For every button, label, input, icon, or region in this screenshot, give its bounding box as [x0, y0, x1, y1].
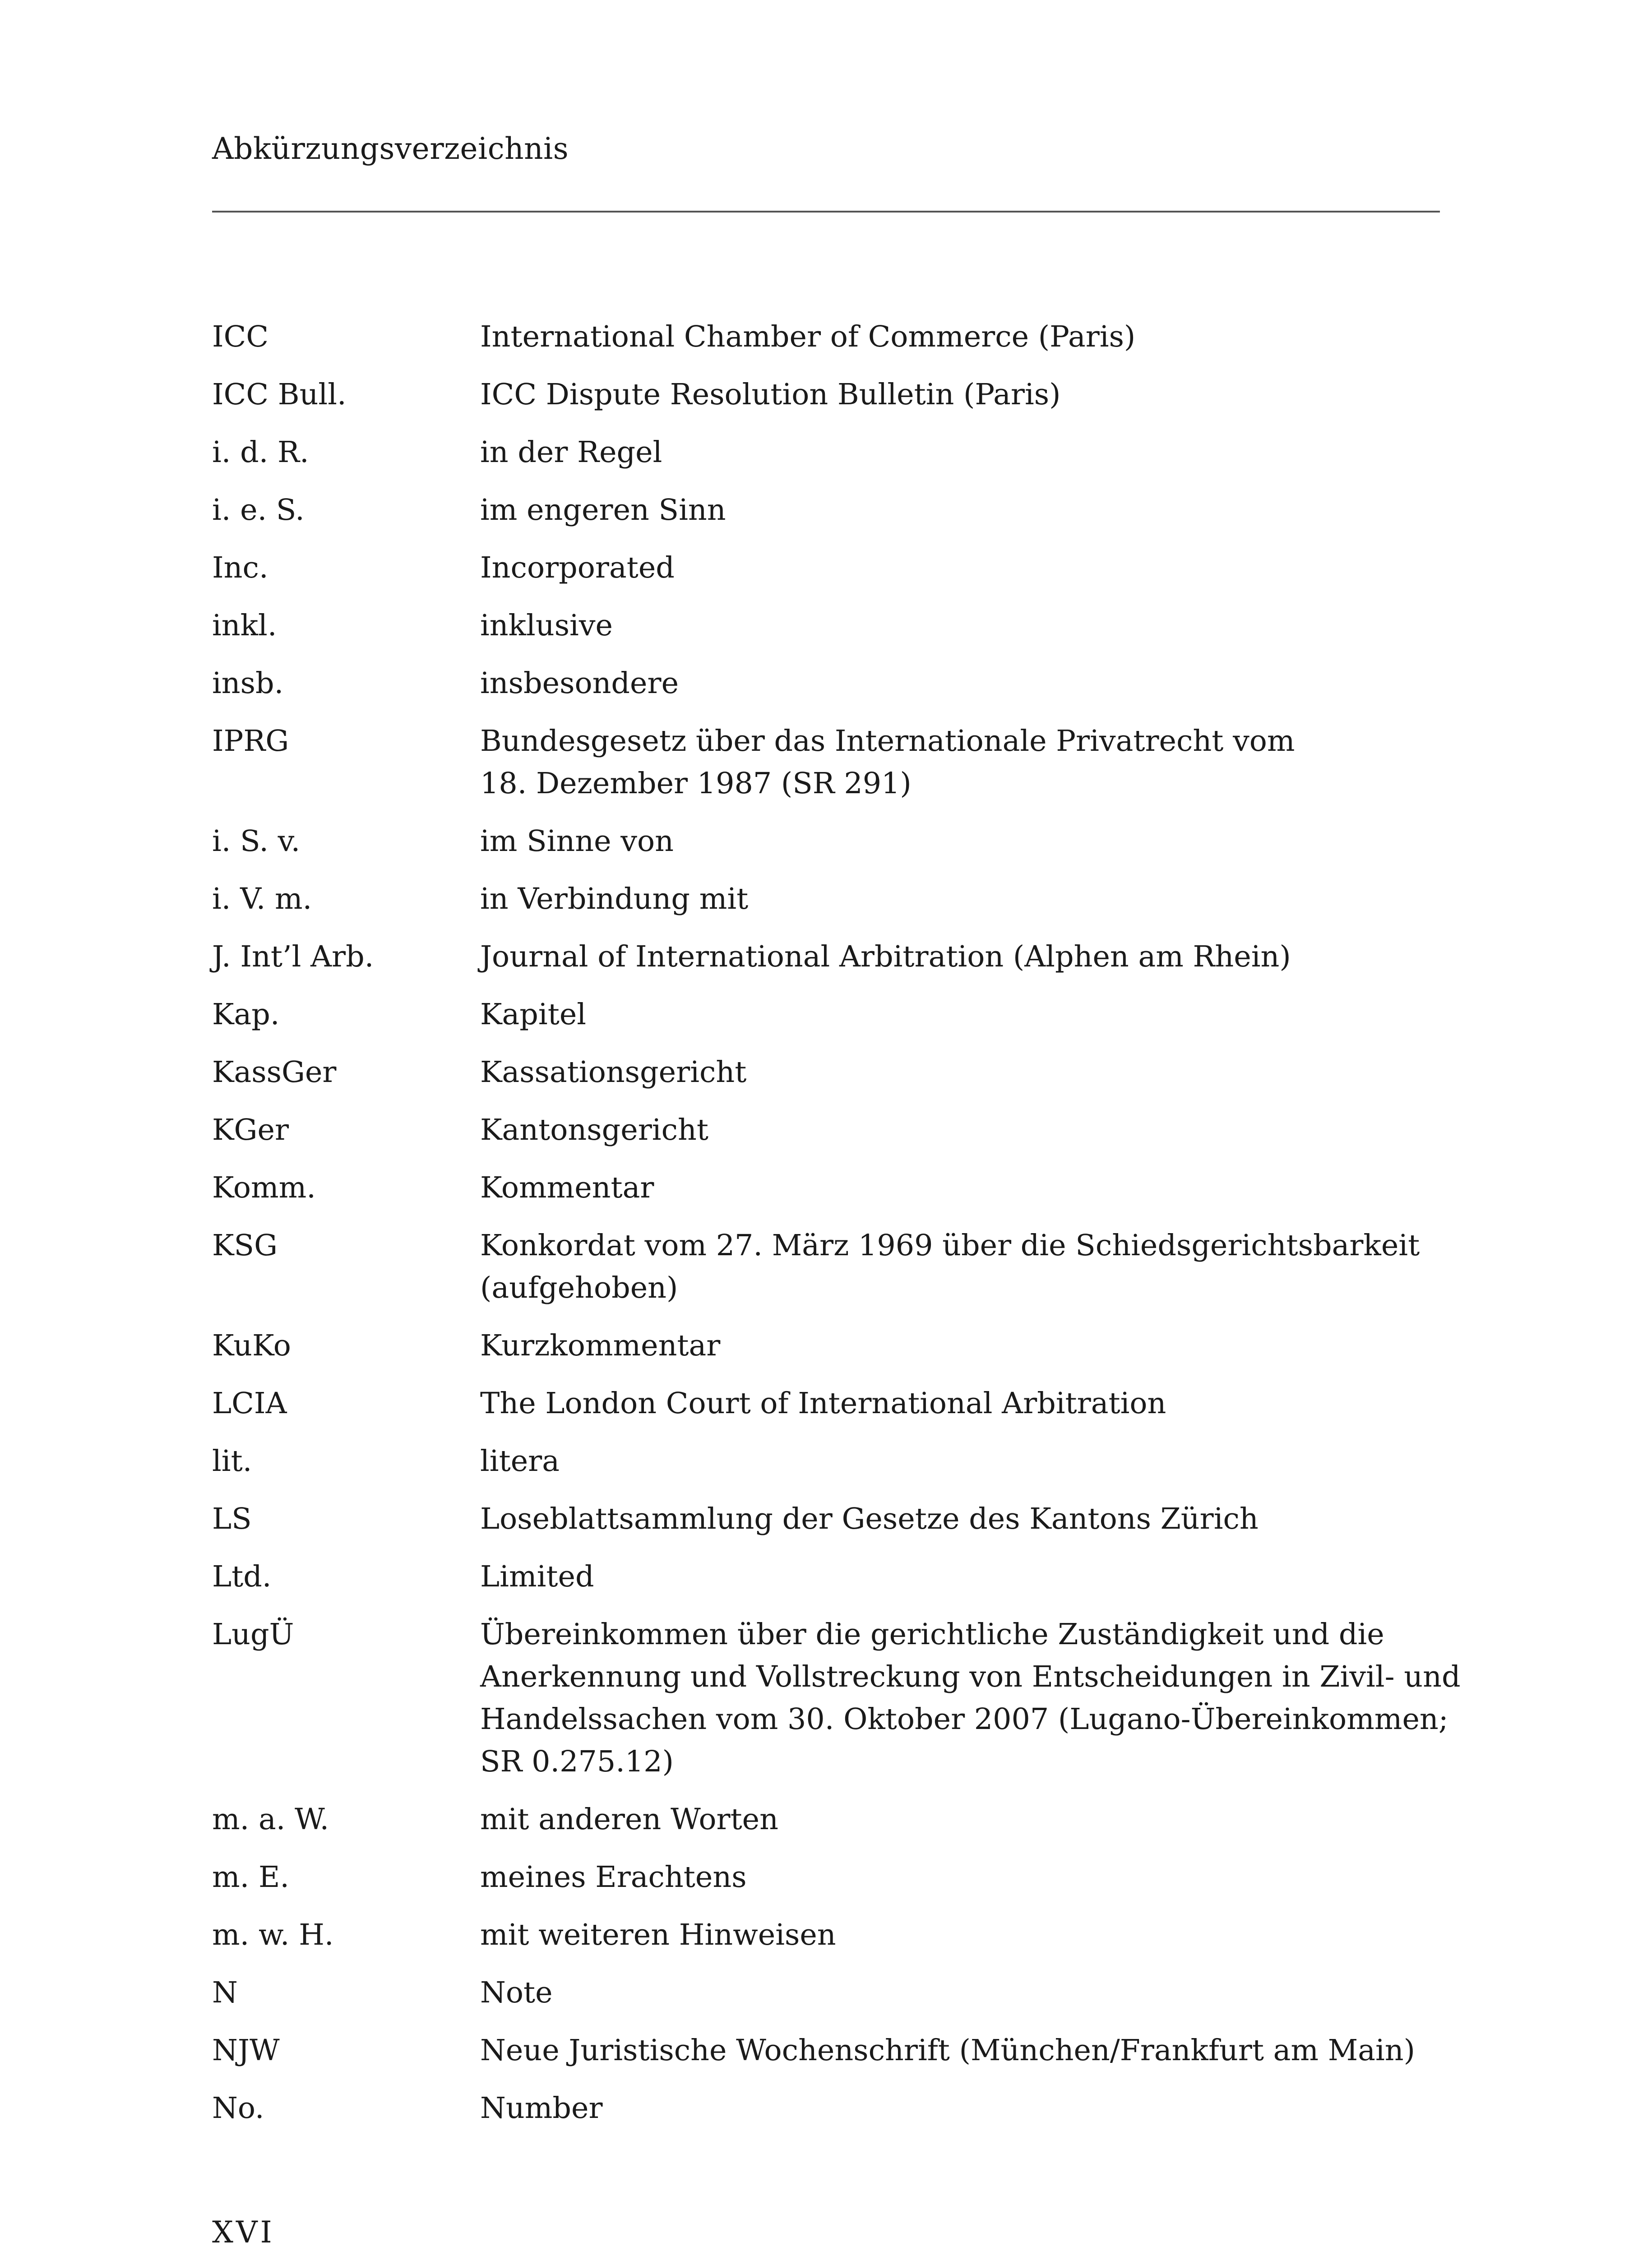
abbreviation-term: J. Int’l Arb.	[212, 940, 374, 974]
abbreviation-term: lit.	[212, 1444, 252, 1478]
definition-line: 18. Dezember 1987 (SR 291)	[480, 767, 912, 800]
abbreviation-definition	[480, 994, 1440, 1036]
abbreviation-definition	[480, 316, 1440, 358]
definition-line: SR 0.275.12)	[480, 1745, 674, 1779]
definition-line: im engeren Sinn	[480, 493, 726, 527]
abbreviation-term: i. d. R.	[212, 435, 309, 469]
abbreviation-entry	[212, 820, 1440, 878]
abbreviation-entry	[212, 547, 1440, 605]
abbreviation-term: ICC Bull.	[212, 378, 347, 411]
header-divider	[212, 211, 1440, 213]
abbreviation-entry	[212, 1498, 1440, 1556]
abbreviation-entry	[212, 1325, 1440, 1382]
abbreviation-term: insb.	[212, 666, 284, 700]
abbreviation-term: KSG	[212, 1229, 278, 1262]
abbreviation-term: m. a. W.	[212, 1803, 329, 1836]
abbreviation-term: LS	[212, 1502, 252, 1536]
definition-line: Kassationsgericht	[480, 1055, 747, 1089]
abbreviation-term: i. e. S.	[212, 493, 305, 527]
definition-line: litera	[480, 1444, 560, 1478]
abbreviation-term: N	[212, 1976, 238, 2010]
definition-line: (aufgehoben)	[480, 1271, 678, 1305]
abbreviation-definition	[480, 1167, 1440, 1209]
abbreviation-entry	[212, 1440, 1440, 1498]
definition-line: Kapitel	[480, 998, 587, 1031]
abbreviation-term: i. S. v.	[212, 824, 301, 858]
definition-line: Kommentar	[480, 1171, 654, 1205]
abbreviation-term: KassGer	[212, 1055, 337, 1089]
definition-line: meines Erachtens	[480, 1860, 747, 1894]
abbreviation-term: m. E.	[212, 1860, 290, 1894]
abbreviation-entry	[212, 878, 1440, 936]
abbreviation-entry	[212, 1798, 1440, 1856]
abbreviation-entry	[212, 1382, 1440, 1440]
abbreviation-entry	[212, 994, 1440, 1051]
abbreviation-definition	[480, 547, 1440, 589]
abbreviation-definition	[480, 820, 1440, 863]
abbreviation-entry	[212, 489, 1440, 547]
abbreviation-definition	[480, 374, 1440, 416]
definition-line: International Chamber of Commerce (Paris)	[480, 320, 1136, 354]
definition-line: inklusive	[480, 609, 613, 643]
abbreviation-definition	[480, 1613, 1461, 1783]
definition-line: in Verbindung mit	[480, 882, 749, 916]
abbreviation-term: m. w. H.	[212, 1918, 334, 1952]
definition-line: Loseblattsammlung der Gesetze des Kantons Zürich	[480, 1502, 1259, 1536]
definition-line: Kantonsgericht	[480, 1113, 708, 1147]
abbreviation-term: LugÜ	[212, 1618, 294, 1651]
definition-line: Übereinkommen über die gerichtliche Zuständigkeit und die	[480, 1618, 1384, 1651]
definition-line: Note	[480, 1976, 553, 2010]
abbreviation-definition	[480, 2029, 1440, 2072]
abbreviation-definition	[480, 878, 1440, 920]
abbreviation-definition	[480, 2087, 1440, 2130]
definition-line: Number	[480, 2091, 603, 2125]
abbreviation-definition	[480, 1225, 1440, 1309]
abbreviation-entry	[212, 1051, 1440, 1109]
abbreviation-definition	[480, 1051, 1440, 1094]
abbreviation-term: KGer	[212, 1113, 289, 1147]
definition-line: Limited	[480, 1560, 594, 1594]
abbreviation-definition	[480, 1972, 1440, 2014]
definition-line: Bundesgesetz über das Internationale Privatrecht vom	[480, 724, 1295, 758]
abbreviation-definition	[480, 720, 1440, 805]
abbreviation-list	[212, 316, 1461, 2145]
abbreviation-term: Kap.	[212, 998, 280, 1031]
abbreviation-definition	[480, 662, 1440, 705]
definition-line: mit weiteren Hinweisen	[480, 1918, 836, 1952]
abbreviation-term: inkl.	[212, 609, 277, 643]
page-number: XVI	[212, 2215, 275, 2250]
abbreviation-entry	[212, 1556, 1440, 1613]
abbreviation-entry	[212, 1856, 1440, 1914]
abbreviation-entry	[212, 2029, 1440, 2087]
abbreviation-entry	[212, 1225, 1440, 1325]
abbreviation-definition	[480, 1856, 1440, 1899]
abbreviation-definition	[480, 1556, 1440, 1598]
abbreviation-term: ICC	[212, 320, 269, 354]
running-header: Abkürzungsverzeichnis	[212, 131, 569, 166]
abbreviation-definition	[480, 1325, 1440, 1367]
abbreviation-entry	[212, 374, 1440, 431]
abbreviation-definition	[480, 1798, 1440, 1841]
abbreviation-entry	[212, 1167, 1440, 1225]
abbreviation-entry	[212, 1613, 1461, 1798]
abbreviation-term: Inc.	[212, 551, 268, 585]
definition-line: mit anderen Worten	[480, 1803, 779, 1836]
abbreviation-definition	[480, 936, 1440, 978]
abbreviation-definition	[480, 1498, 1440, 1540]
abbreviation-definition	[480, 1440, 1440, 1483]
abbreviation-definition	[480, 1382, 1440, 1425]
definition-line: Kurzkommentar	[480, 1329, 721, 1363]
abbreviation-entry	[212, 936, 1440, 994]
abbreviation-definition	[480, 605, 1440, 647]
abbreviation-term: Komm.	[212, 1171, 316, 1205]
abbreviation-term: LCIA	[212, 1387, 287, 1420]
definition-line: The London Court of International Arbitration	[480, 1387, 1166, 1420]
abbreviation-entry	[212, 316, 1440, 374]
abbreviation-definition	[480, 489, 1440, 532]
abbreviation-entry	[212, 605, 1440, 662]
abbreviation-entry	[212, 1914, 1440, 1972]
abbreviation-definition	[480, 431, 1440, 474]
definition-line: Journal of International Arbitration (Alphen am Rhein)	[480, 940, 1291, 974]
definition-line: in der Regel	[480, 435, 662, 469]
definition-line: im Sinne von	[480, 824, 674, 858]
abbreviation-term: i. V. m.	[212, 882, 312, 916]
definition-line: Incorporated	[480, 551, 675, 585]
definition-line: Anerkennung und Vollstreckung von Entscheidungen in Zivil- und	[480, 1660, 1461, 1694]
abbreviation-entry	[212, 720, 1440, 820]
definition-line: ICC Dispute Resolution Bulletin (Paris)	[480, 378, 1061, 411]
abbreviation-term: NJW	[212, 2034, 280, 2067]
definition-line: Neue Juristische Wochenschrift (München/Frankfurt am Main)	[480, 2034, 1416, 2067]
abbreviation-definition	[480, 1109, 1440, 1151]
abbreviation-entry	[212, 1109, 1440, 1167]
definition-line: Handelssachen vom 30. Oktober 2007 (Lugano-Übereinkommen;	[480, 1702, 1448, 1736]
abbreviation-term: KuKo	[212, 1329, 291, 1363]
abbreviation-definition	[480, 1914, 1440, 1956]
abbreviation-entry	[212, 662, 1440, 720]
abbreviation-term: Ltd.	[212, 1560, 272, 1594]
abbreviation-term: IPRG	[212, 724, 289, 758]
definition-line: insbesondere	[480, 666, 679, 700]
abbreviation-entry	[212, 431, 1440, 489]
abbreviation-term: No.	[212, 2091, 264, 2125]
abbreviation-entry	[212, 1972, 1440, 2029]
definition-line: Konkordat vom 27. März 1969 über die Schiedsgerichtsbarkeit	[480, 1229, 1420, 1262]
abbreviation-entry	[212, 2087, 1440, 2145]
